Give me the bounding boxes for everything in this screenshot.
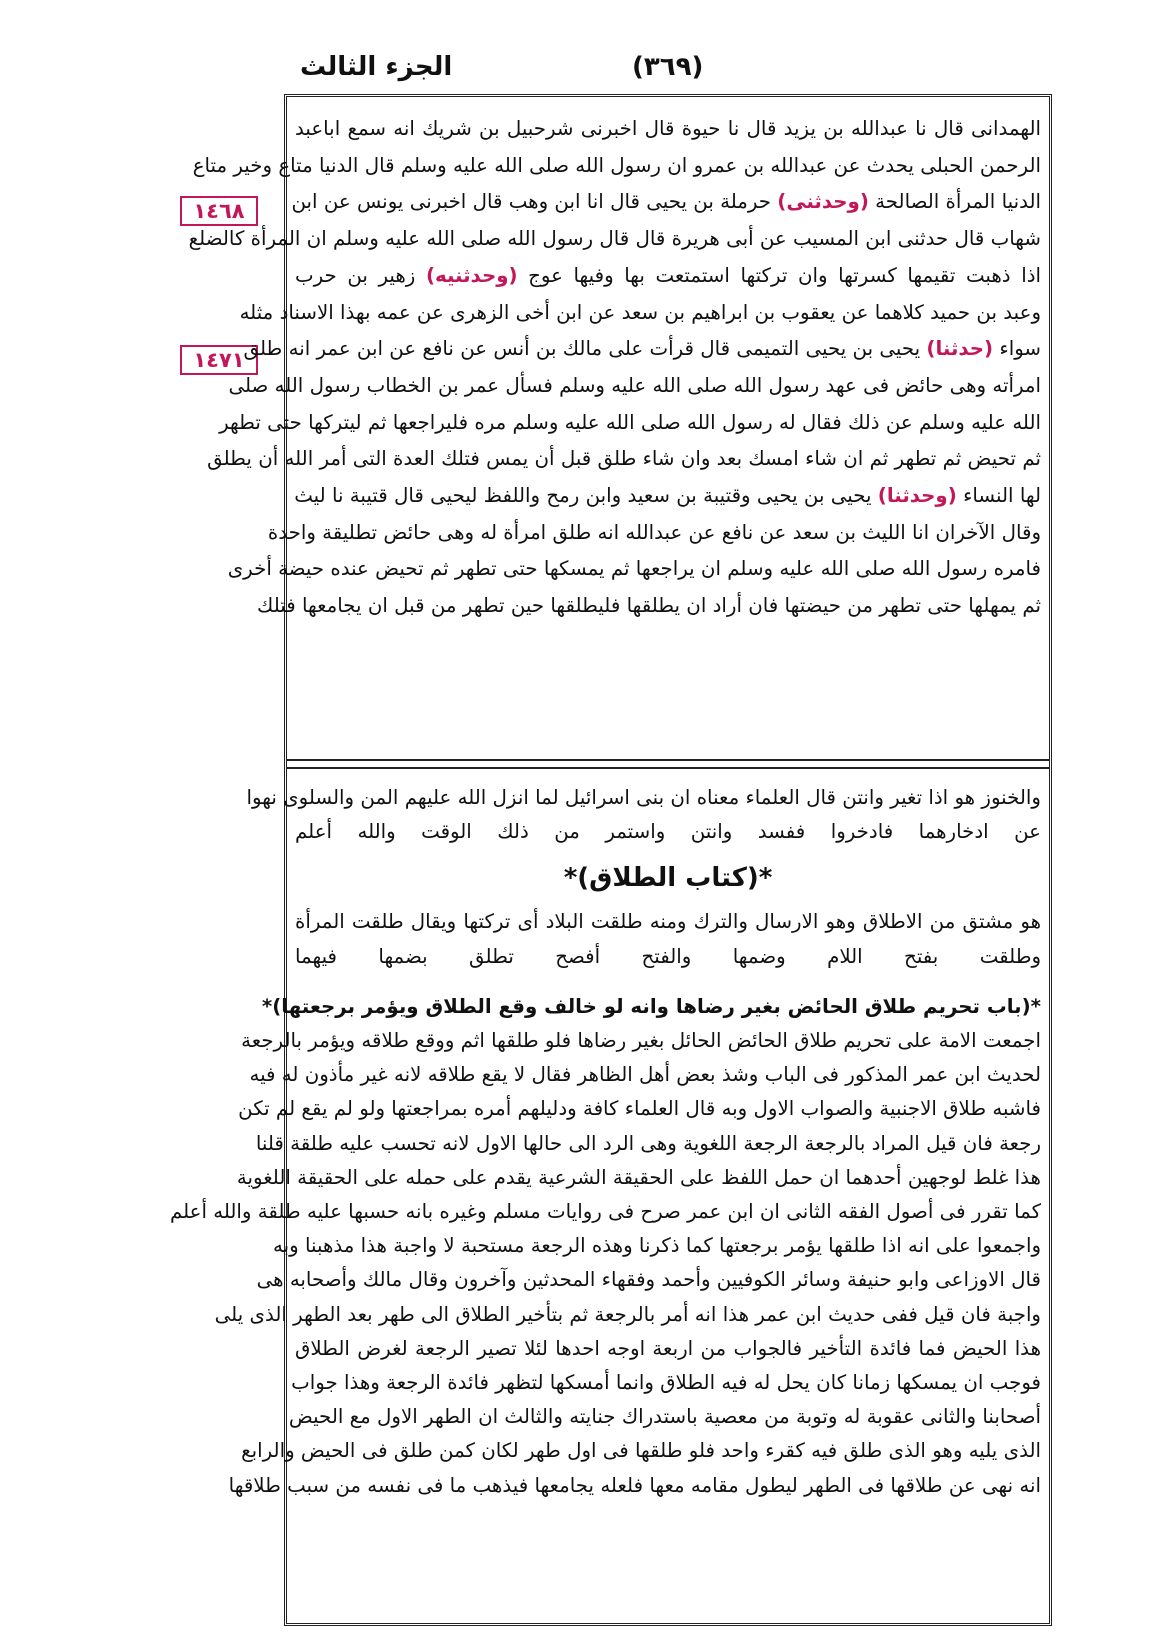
hadith-line: وعبد بن حميد كلاهما عن يعقوب بن ابراهيم بن سعد عن ابن أخى الزهرى عن عمه بهذا الاسناد مثله [239, 300, 1041, 324]
hadith-line: اذا ذهبت تقيمها كسرتها وان تركتها استمتعت بها وفيها عوج (وحدثنيه) زهير بن حرب [295, 263, 1041, 287]
hadith-number-1468: ١٤٦٨ [180, 196, 258, 226]
commentary-line: واجمعوا على انه اذا طلقها يؤمر برجعتها كما ذكرنا وهذه الرجعة مستحبة لا واجبة هذا مذهبنا وبه [273, 1234, 1041, 1258]
page-number: (٣٦٩) [632, 52, 704, 82]
commentary-line: أصحابنا والثانى عقوبة له وتوبة من معصية باستدراك جنايته والثالث ان الطهر الاول مع الحيض [288, 1405, 1041, 1429]
commentary-body [169, 1024, 1041, 1503]
hadith-line: امرأته وهى حائض فى عهد رسول الله صلى الله عليه وسلم فسأل عمر بن الخطاب رسول الله صلى [228, 373, 1041, 397]
commentary-line: قال الاوزاعى وابو حنيفة وسائر الكوفيين وأحمد وفقهاء المحدثين وآخرون وقال مالك وأصحابه هى [256, 1268, 1041, 1292]
book-title: *(كتاب الطلاق)* [563, 863, 773, 894]
commentary-line: لحديث ابن عمر المذكور فى الباب وشذ بعض أهل الظاهر فقال لا يقع طلاقه لانه غير مأذون له فيه [249, 1063, 1041, 1087]
commentary-line: هذا الحيض فما فائدة التأخير فالجواب من اربعة اوجه احدها لئلا تصير الرجعة لغرض الطلاق [295, 1336, 1041, 1360]
narration-keyword: (وحدثنيه) [425, 263, 518, 287]
hadith-line: سواء (حدثنا) يحيى بن يحيى التميمى قال قرأت على مالك بن أنس عن نافع عن ابن عمر انه طلق [243, 337, 1041, 361]
commentary-line: فاشبه طلاق الاجنبية والصواب الاول وبه قال العلماء كافة ودليلهم أمره بمراجعتها ولو لم يقع لم تكن [238, 1097, 1041, 1121]
hadith-line: لها النساء (وحدثنا) يحيى بن يحيى وقتيبة بن سعيد وابن رمح واللفظ ليحيى قال قتيبة نا ليث [294, 484, 1041, 508]
commentary-intro [246, 781, 1041, 849]
commentary-line: رجعة فان قيل المراد بالرجعة الرجعة اللغوية وهى الرد الى حالها الاول لانه تحسب عليه طلقة قلنا [255, 1131, 1041, 1155]
hadith-line: الله عليه وسلم عن ذلك فقال له رسول الله صلى الله عليه وسلم مره فليراجعها ثم ليتركها حتى تطهر [219, 410, 1041, 434]
commentary-line: انه نهى عن طلاقها فى الطهر ليطول مقامه معها فلعله يجامعها فيذهب ما فى نفسه من سبب طلاقها [228, 1473, 1041, 1497]
commentary-line: واجبة فان قيل ففى حديث ابن عمر هذا انه أمر بالرجعة ثم بتأخير الطلاق الى طهر بعد الطهر الذى يلى [214, 1302, 1041, 1326]
narration-keyword: (وحدثنا) [877, 484, 957, 508]
section-divider [287, 759, 1049, 769]
commentary-line: اجمعت الامة على تحريم طلاق الحائض الحائل بغير رضاها فلو طلقها اثم ووقع طلاقه ويؤمر بالرجعة [241, 1029, 1041, 1053]
hadith-number-1471: ١٤٧١ [180, 345, 258, 375]
chapter-title: *(باب تحريم طلاق الحائض بغير رضاها وانه لو خالف وقع الطلاق ويؤمر برجعتها)* [261, 994, 1041, 1018]
book-intro [295, 905, 1041, 973]
hadith-line: الرحمن الحبلى يحدث عن عبدالله بن عمرو ان رسول الله صلى الله عليه وسلم قال الدنيا متاع وخير متاع [192, 153, 1041, 177]
commentary-line: عن ادخارهما فادخروا ففسد وانتن واستمر من ذلك الوقت والله أعلم [295, 820, 1041, 844]
commentary-line: والخنوز هو اذا تغير وانتن قال العلماء معناه ان بنى اسرائيل لما انزل الله عليهم المن والسلوى نهوا [246, 786, 1041, 809]
narration-keyword: (حدثنا) [926, 337, 994, 361]
hadith-line: ثم يمهلها حتى تطهر من حيضتها فان أراد ان يطلقها فليطلقها حين تطهر من قبل ان يجامعها فتلك [257, 594, 1041, 618]
commentary-line: هذا غلط لوجهين أحدهما ان حمل اللفظ على الحقيقة الشرعية يقدم على حمله على الحقيقة اللغوية [236, 1165, 1041, 1189]
commentary-section [169, 781, 1041, 1615]
hadith-line: الهمدانى قال نا عبدالله بن يزيد قال نا حيوة قال اخبرنى شرحبيل بن شريك انه سمع اباعبد [295, 117, 1041, 140]
commentary-line: وطلقت بفتح اللام وضمها والفتح أفصح تطلق بضمها فيهما [295, 944, 1041, 968]
hadith-line: شهاب قال حدثنى ابن المسيب عن أبى هريرة قال قال رسول الله صلى الله عليه وسلم ان المرأة كالضلع [188, 227, 1041, 251]
commentary-line: فوجب ان يمسكها زمانا كان يحل له فيه الطلاق وانما أمسكها لتظهر فائدة الرجعة وهذا جواب [291, 1371, 1041, 1395]
commentary-line: هو مشتق من الاطلاق وهو الارسال والترك ومنه طلقت البلاد أى تركتها ويقال طلقت المرأة [295, 910, 1041, 934]
commentary-line: الذى يليه وهو الذى طلق فيه كقرء واحد فلو طلقها فى اول طهر لكان كمن طلق فى الحيض والرابع [241, 1439, 1041, 1463]
hadith-line: الدنيا المرأة الصالحة (وحدثنى) حرملة بن يحيى قال انا ابن وهب قال اخبرنى يونس عن ابن [291, 190, 1041, 214]
narration-keyword: (وحدثنى) [777, 190, 869, 214]
hadith-line: فامره رسول الله صلى الله عليه وسلم ان يراجعها ثم يمسكها حتى تطهر ثم تحيض عنده حيضة أخرى [227, 557, 1041, 581]
hadith-line: وقال الآخران انا الليث بن سعد عن نافع عن عبدالله انه طلق امرأة له وهى حائض تطليقة واحدة [267, 520, 1041, 544]
hadith-line: ثم تحيض ثم تطهر ثم ان شاء امسك بعد وان شاء طلق قبل أن يمس فتلك العدة التى أمر الله أن يطلق [207, 447, 1041, 471]
running-header-part: الجزء الثالث [300, 52, 453, 82]
commentary-line: كما تقرر فى أصول الفقه الثانى ان ابن عمر صرح فى روايات مسلم وغيره بانه حسبها عليه طلقة والله أعلم [169, 1200, 1041, 1224]
